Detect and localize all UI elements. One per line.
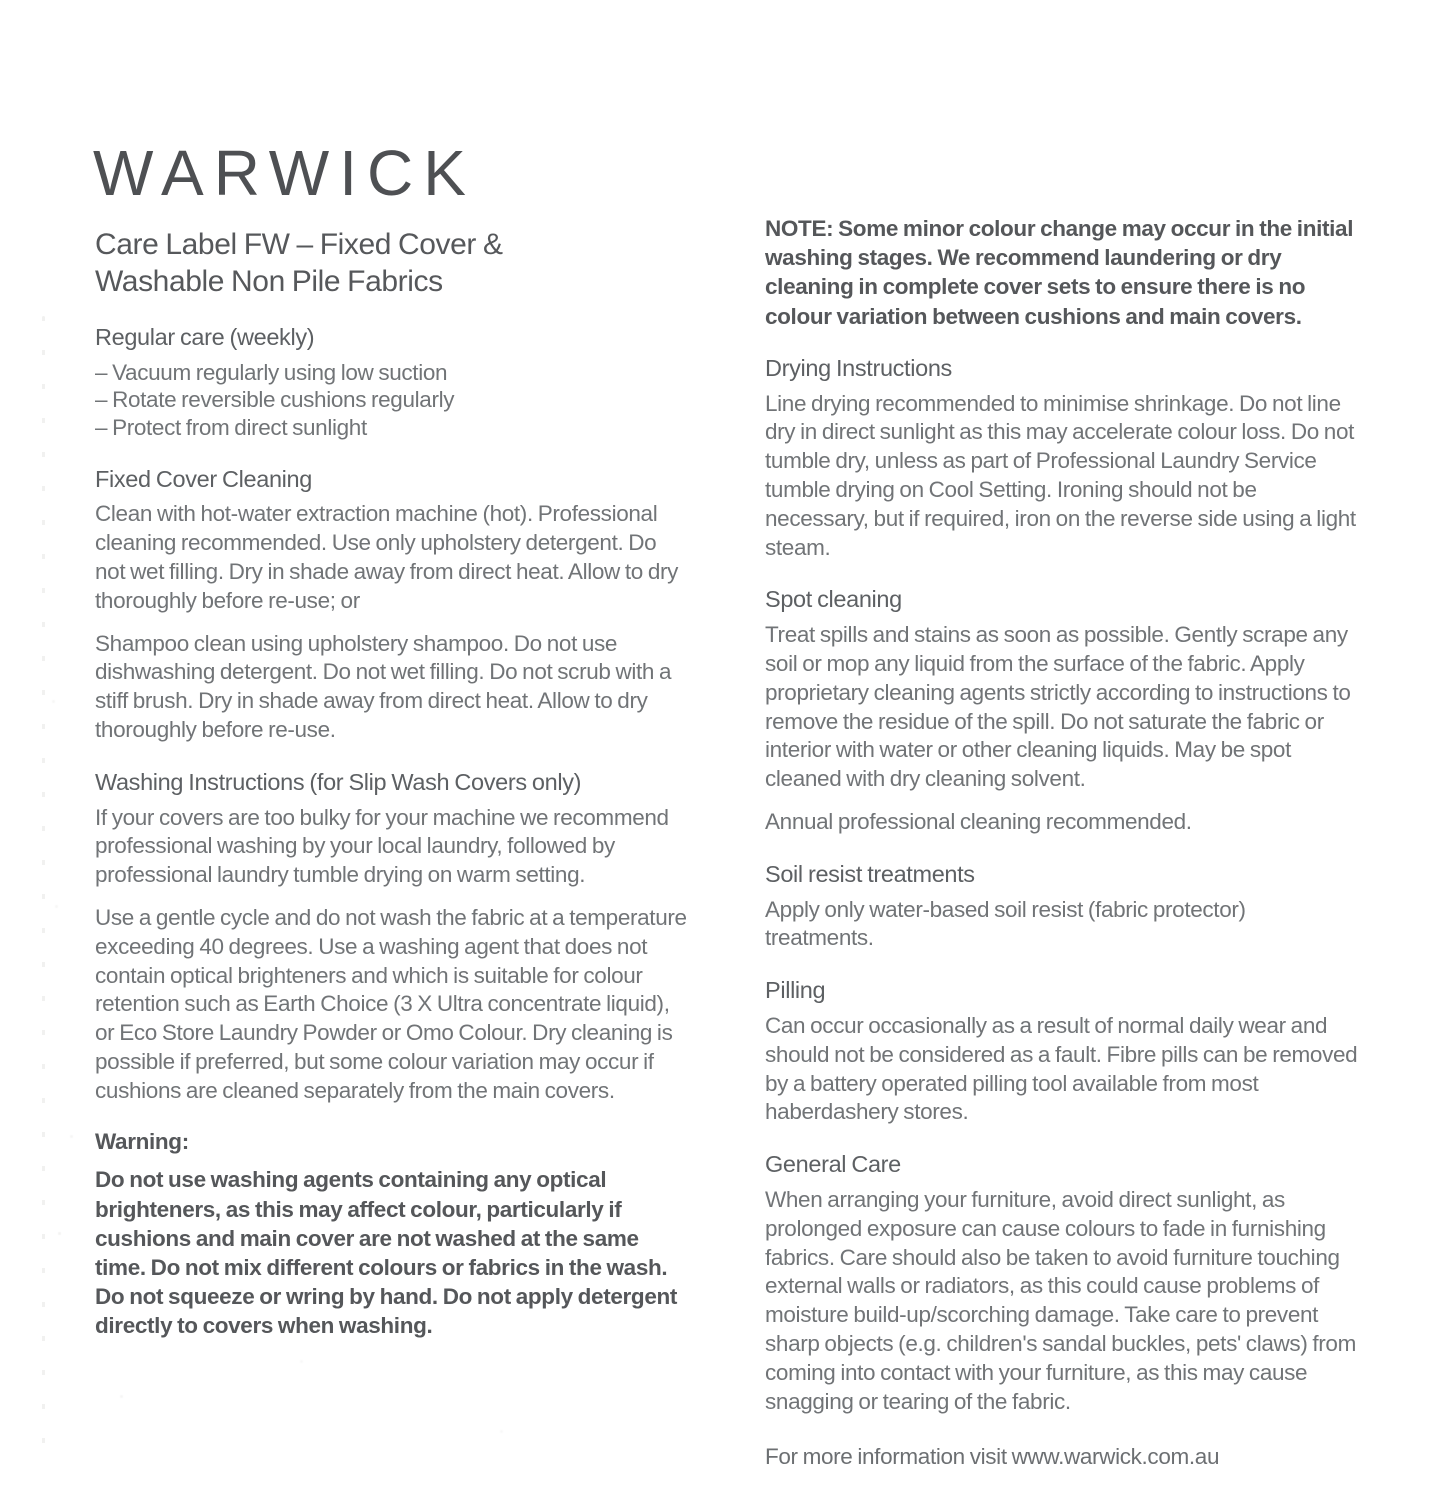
document-title-line-1: Care Label FW – Fixed Cover & xyxy=(95,228,503,261)
body-paragraph: Apply only water-based soil resist (fabric protector) treatments. xyxy=(765,896,1246,951)
body-paragraph: Annual professional cleaning recommended. xyxy=(765,808,1192,834)
section-heading: Fixed Cover Cleaning xyxy=(95,465,312,492)
body-paragraph: Treat spills and stains as soon as possible. Gently scrape any soil or mop any liquid from the surface of the fabric. Apply proprietary cleaning agents strictly according to instructions to remove the residue of the spill. Do not saturate the fabric or interior with water or other cleaning liquids. May be spot cleaned with dry cleaning solvent. xyxy=(765,622,1351,792)
brand-logo: WARWICK xyxy=(93,137,476,209)
scan-artifact-speckles xyxy=(0,0,3,3)
document-title xyxy=(95,226,687,300)
section-heading: Regular care (weekly) xyxy=(95,324,315,350)
section-heading: Drying Instructions xyxy=(765,354,952,381)
body-paragraph: Shampoo clean using upholstery shampoo. Do not use dishwashing detergent. Do not wet filling. Do not scrub with a stiff brush. Dry in shade away from direct heat. Allow to dry thoroughly before re-use. xyxy=(95,630,672,742)
care-list-item: – Rotate reversible cushions regularly xyxy=(95,387,455,413)
scan-artifact-line xyxy=(42,316,45,1445)
note-paragraph: Do not use washing agents containing any optical brighteners, as this may affect colour, particularly if cushions and main cover are not washed at the same time. Do not mix different colours or fabrics in the wash. Do not squeeze or wring by hand. Do not apply detergent directly to covers when washing. xyxy=(95,1167,678,1339)
note-paragraph: NOTE: Some minor colour change may occur in the initial washing stages. We recommend laundering or dry cleaning in complete cover sets to ensure there is no colour variation between cushions and main covers. xyxy=(765,216,1354,329)
footer-info: For more information visit www.warwick.com.au xyxy=(765,1444,1220,1470)
care-list xyxy=(95,359,687,442)
left-column xyxy=(95,226,687,1357)
body-paragraph: Use a gentle cycle and do not wash the fabric at a temperature exceeding 40 degrees. Use a washing agent that does not contain optical brighteners and which is suitable for colour retention such as Earth Choice (3 X Ultra concentrate liquid), or Eco Store Laundry Powder or Omo Colour. Dry cleaning is possible if preferred, but some colour variation may occur if cushions are cleaned separately from the main covers. xyxy=(95,904,687,1103)
body-paragraph: When arranging your furniture, avoid direct sunlight, as prolonged exposure can cause colours to fade in furnishing fabrics. Care should also be taken to avoid furniture touching external walls or radiators, as this could cause problems of moisture build-up/scorching damage. Take care to prevent sharp objects (e.g. children's sandal buckles, pets' claws) from coming into contact with your furniture, as this may cause snagging or tearing of the fabric. xyxy=(765,1186,1356,1414)
care-list-item: – Protect from direct sunlight xyxy=(95,414,367,440)
body-paragraph: Can occur occasionally as a result of normal daily wear and should not be considered as a fault. Fibre pills can be removed by a battery operated pilling tool available from most haberdashery stores. xyxy=(765,1012,1358,1125)
section-heading: Washing Instructions (for Slip Wash Covers only) xyxy=(95,768,582,795)
section-heading: Spot cleaning xyxy=(765,586,902,613)
left-column-blocks xyxy=(95,323,687,1341)
section-heading: Soil resist treatments xyxy=(765,860,975,887)
section-heading: General Care xyxy=(765,1151,901,1178)
warning-heading: Warning: xyxy=(95,1128,189,1154)
right-column-blocks xyxy=(765,214,1359,1472)
body-paragraph: Clean with hot-water extraction machine (hot). Professional cleaning recommended. Use only upholstery detergent. Do not wet filling. Dry in shade away from direct heat. Allow to dry thoroughly before re-use; or xyxy=(95,501,679,613)
care-list-item: – Vacuum regularly using low suction xyxy=(95,359,448,385)
body-paragraph: If your covers are too bulky for your machine we recommend professional washing by your local laundry, followed by professional laundry tumble drying on warm setting. xyxy=(95,804,669,888)
section-heading: Pilling xyxy=(765,977,826,1004)
body-paragraph: Line drying recommended to minimise shrinkage. Do not line dry in direct sunlight as this may accelerate colour loss. Do not tumble dry, unless as part of Professional Laundry Service tumble drying on Cool Setting. Ironing should not be necessary, but if required, iron on the reverse side using a light steam. xyxy=(765,390,1356,560)
right-column xyxy=(765,214,1359,1486)
document-title-line-2: Washable Non Pile Fabrics xyxy=(95,265,443,298)
